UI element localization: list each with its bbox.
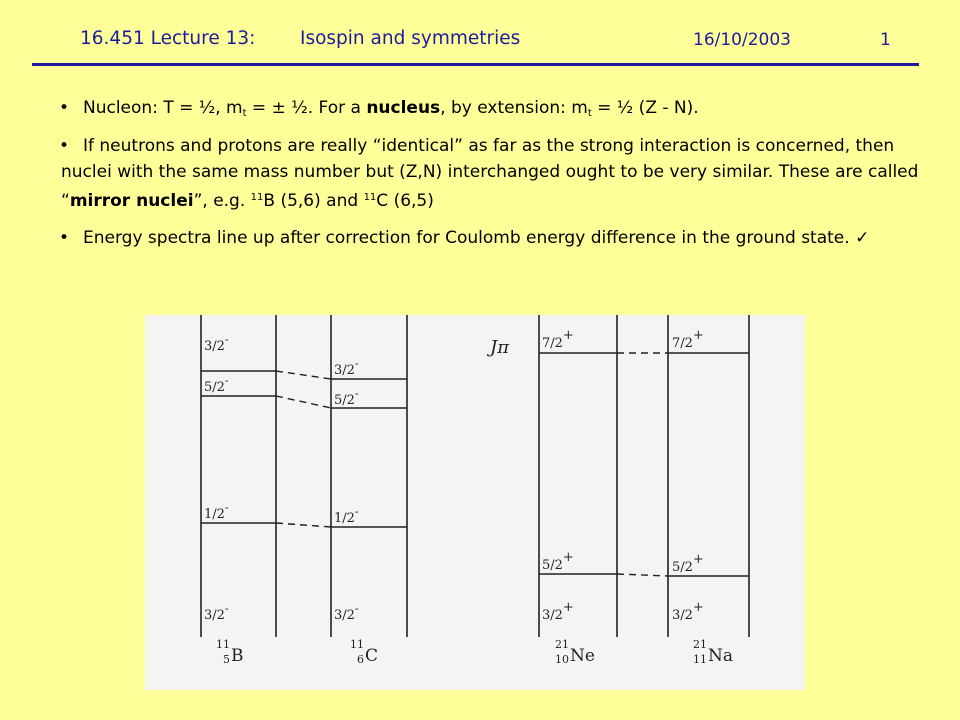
nuclide-ne21 — [555, 638, 595, 666]
svg-text:B: B — [231, 646, 244, 666]
ne21-label-3-2: 3/2+ — [542, 600, 574, 623]
dashed-link-5-2-plus — [617, 574, 668, 576]
dashed-link-1-2 — [276, 523, 331, 527]
svg-text:6: 6 — [357, 653, 364, 666]
na21-label-3-2: 3/2+ — [672, 600, 704, 623]
svg-text:Na: Na — [708, 646, 734, 666]
lecture-title: Isospin and symmetries — [300, 28, 521, 49]
slide-number: 1 — [880, 30, 891, 50]
text: ”, e.g. — [193, 191, 251, 211]
svg-text:5: 5 — [223, 653, 230, 666]
svg-text:11: 11 — [350, 638, 364, 651]
na21-label-7-2: 7/2+ — [672, 328, 704, 351]
c11-label-3-2-ground: 3/2- — [334, 602, 359, 623]
nuclide-b11 — [216, 638, 244, 666]
superscript: 11 — [250, 192, 264, 203]
check-mark-icon: ✓ — [855, 228, 870, 248]
dashed-link-5-2 — [276, 396, 331, 408]
bullet-nucleon — [61, 95, 921, 127]
emphasis-mirror-nuclei: mirror nuclei — [69, 191, 194, 211]
na21-label-5-2: 5/2+ — [672, 552, 704, 575]
text: Energy spectra line up after correction for Coulomb energy difference in the ground state. — [83, 228, 856, 248]
j-pi-label: Jπ — [490, 337, 510, 358]
c11-label-1-2: 1/2- — [334, 505, 359, 526]
b11-label-5-2: 5/2- — [204, 374, 229, 395]
superscript: 11 — [363, 192, 377, 203]
text: Nucleon: T = ½, m — [83, 98, 243, 118]
svg-text:C: C — [365, 646, 379, 666]
subscript: t — [587, 108, 592, 119]
emphasis-nucleus: nucleus — [366, 98, 441, 118]
svg-text:11: 11 — [693, 653, 707, 666]
svg-text:10: 10 — [555, 653, 569, 666]
bullet-marker: • — [59, 98, 70, 118]
energy-level-diagram — [145, 315, 805, 690]
bullet-marker: • — [59, 136, 70, 156]
svg-text:21: 21 — [555, 638, 569, 651]
b11-label-3-2: 3/2- — [204, 333, 229, 354]
text: C (6,5) — [376, 191, 434, 211]
ne21-label-7-2: 7/2+ — [542, 328, 574, 351]
text: = ± ½. For a — [246, 98, 367, 118]
text: If neutrons and protons are really “identical” as far as the strong interaction is concerned, then nuclei with the same mass number but (Z,N) interchanged ought to be very similar. These are called “ — [61, 136, 919, 211]
nuclide-c11 — [350, 638, 378, 666]
bullet-marker: • — [59, 228, 70, 248]
nuclide-na21 — [693, 638, 733, 666]
svg-text:Ne: Ne — [570, 646, 595, 666]
svg-text:21: 21 — [693, 638, 707, 651]
header-rule — [32, 63, 919, 66]
lecture-date: 16/10/2003 — [693, 30, 791, 50]
dashed-link-3-2 — [276, 371, 331, 379]
c11-label-5-2: 5/2- — [334, 387, 359, 408]
ne21-label-5-2: 5/2+ — [542, 550, 574, 573]
bullet-energy-spectra — [61, 225, 921, 251]
lecture-number: 16.451 Lecture 13: — [80, 28, 256, 49]
svg-text:11: 11 — [216, 638, 230, 651]
text: B (5,6) and — [263, 191, 364, 211]
text: , by extension: m — [440, 98, 588, 118]
b11-label-1-2: 1/2- — [204, 501, 229, 522]
subscript: t — [242, 108, 247, 119]
text: = ½ (Z - N). — [591, 98, 699, 118]
bullet-mirror-nuclei — [61, 133, 921, 214]
c11-label-3-2: 3/2- — [334, 357, 359, 378]
b11-label-3-2-ground: 3/2- — [204, 602, 229, 623]
